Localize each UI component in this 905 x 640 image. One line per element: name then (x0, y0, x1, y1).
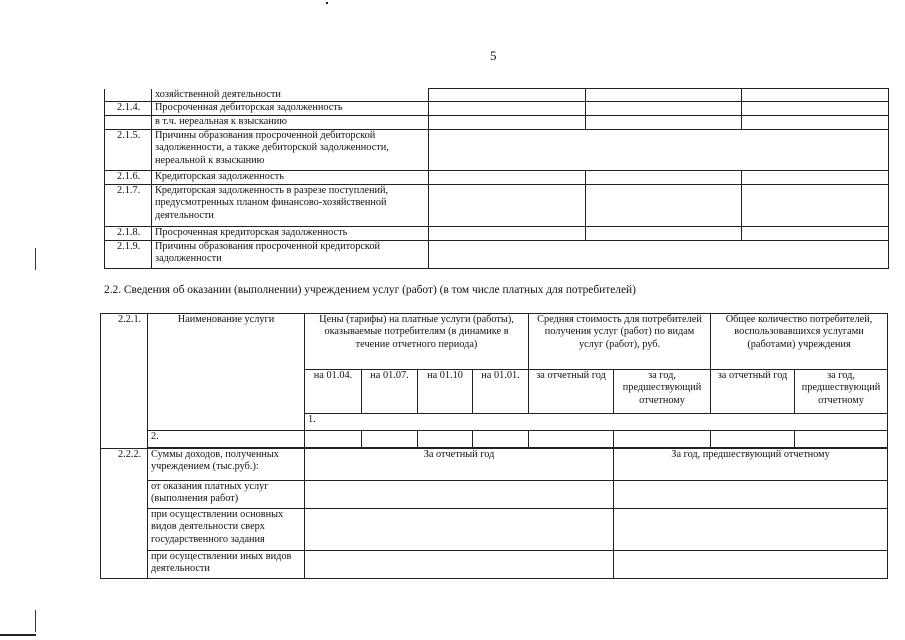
row-number: 2.1.8. (105, 227, 152, 241)
value-cell (429, 116, 586, 130)
row-number (105, 116, 152, 130)
row-label: Просроченная кредиторская задолженность (152, 227, 429, 241)
value-cell (429, 171, 586, 185)
value-cell (742, 227, 889, 241)
table-row (105, 171, 889, 185)
value-cell (473, 431, 529, 448)
receivables-table (104, 88, 889, 269)
service-name-header: Наименование услуги (148, 314, 305, 431)
row-number: 2.1.4. (105, 102, 152, 116)
table-row (101, 314, 888, 370)
value-cell (614, 481, 888, 509)
value-cell (586, 171, 742, 185)
value-cell (614, 431, 711, 448)
prices-header: Цены (тарифы) на платные услуги (работы), оказываемые потребителям (в динамике в течение отчетного периода) (305, 314, 529, 370)
consumers-current-header: за отчетный год (711, 370, 795, 414)
date-header: на 01.04. (305, 370, 362, 414)
value-cell (742, 185, 889, 227)
value-cell (742, 89, 889, 102)
corner-mark (0, 634, 36, 636)
income-label: Суммы доходов, полученных учреждением (тыс.руб.): (148, 449, 305, 481)
value-cell (586, 102, 742, 116)
value-cell (742, 102, 889, 116)
income-previous-header: За год, предшествующий отчетному (614, 449, 888, 481)
date-header: на 01.01. (473, 370, 529, 414)
service-row: 2. (148, 431, 305, 448)
income-row-label: при осуществлении иных видов деятельности (148, 551, 305, 579)
service-row: 1. (305, 414, 888, 431)
row-number (105, 89, 152, 102)
services-table (100, 313, 888, 579)
value-cell (795, 431, 888, 448)
row-number: 2.1.9. (105, 241, 152, 269)
table-row (105, 241, 889, 269)
page-number: 5 (490, 48, 497, 63)
value-cell (305, 509, 614, 551)
row-number: 2.1.5. (105, 130, 152, 171)
value-cell (529, 431, 614, 448)
table-row (101, 551, 888, 579)
value-cell (362, 431, 418, 448)
table-row (105, 227, 889, 241)
row-label: хозяйственной деятельности (152, 89, 429, 102)
value-cell (586, 185, 742, 227)
value-cell (586, 116, 742, 130)
value-cell (429, 227, 586, 241)
table-row (101, 481, 888, 509)
section-number: 2.2.2. (101, 449, 148, 579)
income-current-header: За отчетный год (305, 449, 614, 481)
value-cell (586, 227, 742, 241)
value-cell (614, 551, 888, 579)
income-row-label: при осуществлении основных видов деятельности сверх государственного задания (148, 509, 305, 551)
section-heading: 2.2. Сведения об оказании (выполнении) учреждением услуг (работ) (в том числе платных для потребителей) (104, 284, 636, 296)
row-label: Причины образования просроченной дебиторской задолженности, а также дебиторской задолженности, нереальной к взысканию (152, 130, 429, 171)
value-cell (742, 116, 889, 130)
table-row (105, 116, 889, 130)
row-label: Кредиторская задолженность в разрезе поступлений, предусмотренных планом финансово-хозяйственной деятельности (152, 185, 429, 227)
table-row (101, 449, 888, 481)
date-header: на 01.07. (362, 370, 418, 414)
avg-cost-header: Средняя стоимость для потребителей получения услуг (работ) по видам услуг (работ), руб. (529, 314, 711, 370)
value-cell (711, 431, 795, 448)
value-cell (418, 431, 473, 448)
consumers-header: Общее количество потребителей, воспользовавшихся услугами (работами) учреждения (711, 314, 888, 370)
row-label: Кредиторская задолженность (152, 171, 429, 185)
consumers-previous-header: за год, предшествующий отчетному (795, 370, 888, 414)
margin-mark (35, 248, 36, 270)
row-label: Просроченная дебиторская задолженность (152, 102, 429, 116)
table-row (105, 89, 889, 102)
row-label: Причины образования просроченной кредиторской задолженности (152, 241, 429, 269)
value-cell (614, 509, 888, 551)
row-number: 2.1.7. (105, 185, 152, 227)
value-cell (429, 89, 586, 102)
value-cell (586, 89, 742, 102)
value-cell (305, 431, 362, 448)
row-number: 2.1.6. (105, 171, 152, 185)
section-number: 2.2.1. (101, 314, 148, 449)
income-row-label: от оказания платных услуг (выполнения работ) (148, 481, 305, 509)
table-row (101, 509, 888, 551)
value-cell (429, 185, 586, 227)
value-cell (742, 171, 889, 185)
period-previous-header: за год, предшествующий отчетному (614, 370, 711, 414)
value-cell (429, 130, 889, 171)
scan-artifact (326, 2, 328, 4)
value-cell (429, 241, 889, 269)
value-cell (305, 481, 614, 509)
value-cell (305, 551, 614, 579)
value-cell (429, 102, 586, 116)
table-row (105, 102, 889, 116)
period-current-header: за отчетный год (529, 370, 614, 414)
table-row (101, 431, 888, 448)
table-row (105, 130, 889, 171)
date-header: на 01.10 (418, 370, 473, 414)
margin-mark (35, 610, 36, 632)
table-row (105, 185, 889, 227)
row-label: в т.ч. нереальная к взысканию (152, 116, 429, 130)
